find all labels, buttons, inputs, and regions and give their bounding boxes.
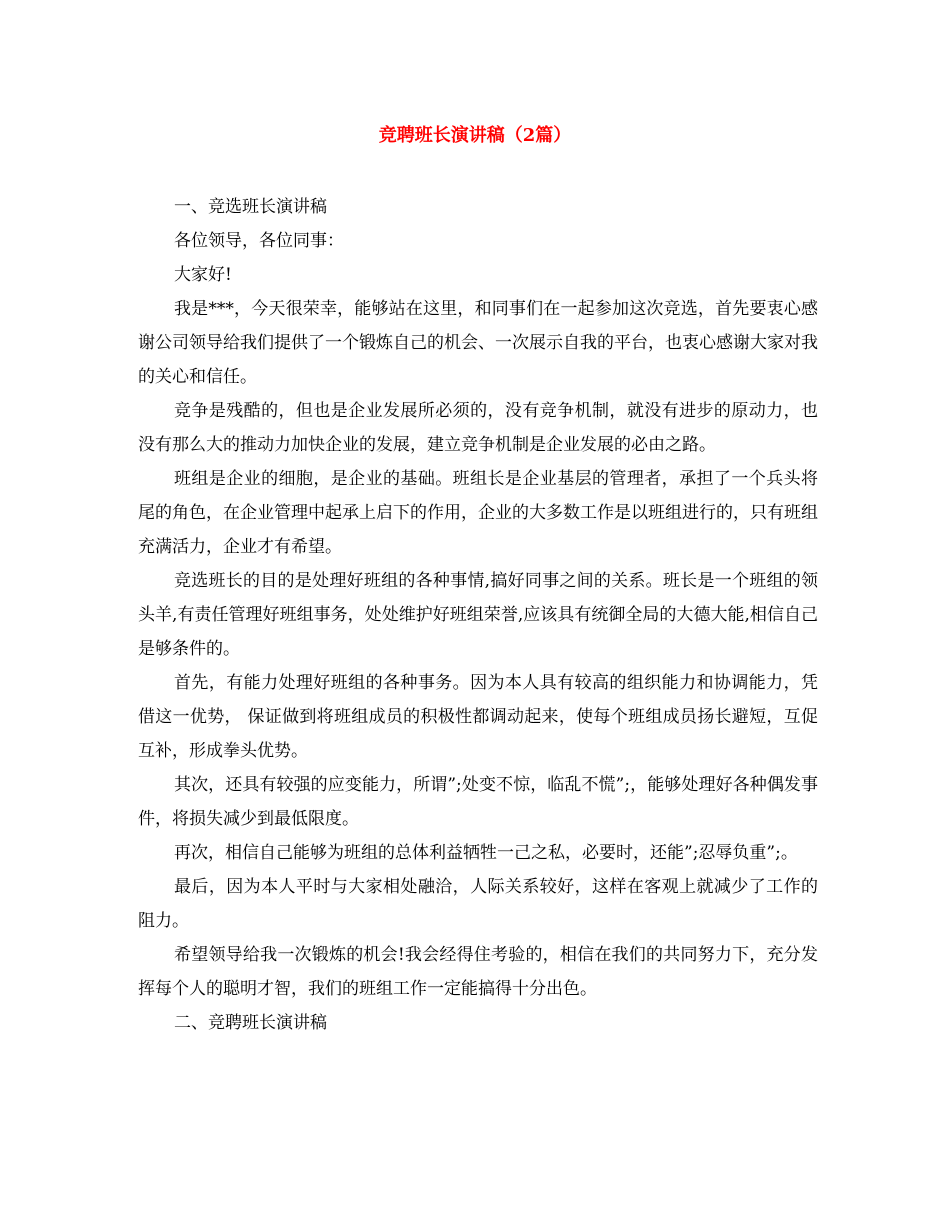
paragraph-closing: 希望领导给我一次锻炼的机会!我会经得住考验的，相信在我们的共同努力下，充分发挥每个人的聪明才智，我们的班组工作一定能搞得十分出色。 <box>138 945 818 999</box>
paragraph-intro: 我是***，今天很荣幸，能够站在这里，和同事们在一起参加这次竞选，首先要衷心感谢公司领导给我们提供了一个锻炼自己的机会、一次展示自我的平台，也衷心感谢大家对我的关心和信任。 <box>138 299 818 387</box>
paragraph-competition: 竞争是残酷的，但也是企业发展所必须的，没有竞争机制，就没有进步的原动力，也没有那么大的推动力加快企业的发展，建立竞争机制是企业发展的必由之路。 <box>138 401 818 455</box>
paragraph-last: 最后，因为本人平时与大家相处融洽，人际关系较好，这样在客观上就减少了工作的阻力。 <box>138 877 818 931</box>
salutation: 各位领导，各位同事： <box>174 231 344 251</box>
greeting: 大家好! <box>174 265 232 285</box>
document-title: 竞聘班长演讲稿（2篇） <box>378 125 572 146</box>
paragraph-second: 其次，还具有较强的应变能力，所谓”;处变不惊，临乱不慌”;，能够处理好各种偶发事件，将损失减少到最低限度。 <box>138 775 818 829</box>
section-heading-1: 一、竞选班长演讲稿 <box>174 197 327 217</box>
paragraph-purpose: 竞选班长的目的是处理好班组的各种事情,搞好同事之间的关系。班长是一个班组的领头羊,有责任管理好班组事务，处处维护好班组荣誉,应该具有统御全局的大德大能,相信自己是够条件的。 <box>138 571 818 659</box>
paragraph-third: 再次，相信自己能够为班组的总体利益牺牲一己之私，必要时，还能”;忍辱负重”;。 <box>174 843 798 863</box>
section-heading-2: 二、竞聘班长演讲稿 <box>174 1013 327 1033</box>
paragraph-first: 首先，有能力处理好班组的各种事务。因为本人具有较高的组织能力和协调能力，凭借这一优势， 保证做到将班组成员的积极性都调动起来，使每个班组成员扬长避短，互促互补，形成拳头优势。 <box>138 673 818 761</box>
paragraph-team: 班组是企业的细胞，是企业的基础。班组长是企业基层的管理者，承担了一个兵头将尾的角色，在企业管理中起承上启下的作用，企业的大多数工作是以班组进行的，只有班组充满活力，企业才有希望。 <box>138 469 818 557</box>
document-body <box>138 190 818 1040</box>
